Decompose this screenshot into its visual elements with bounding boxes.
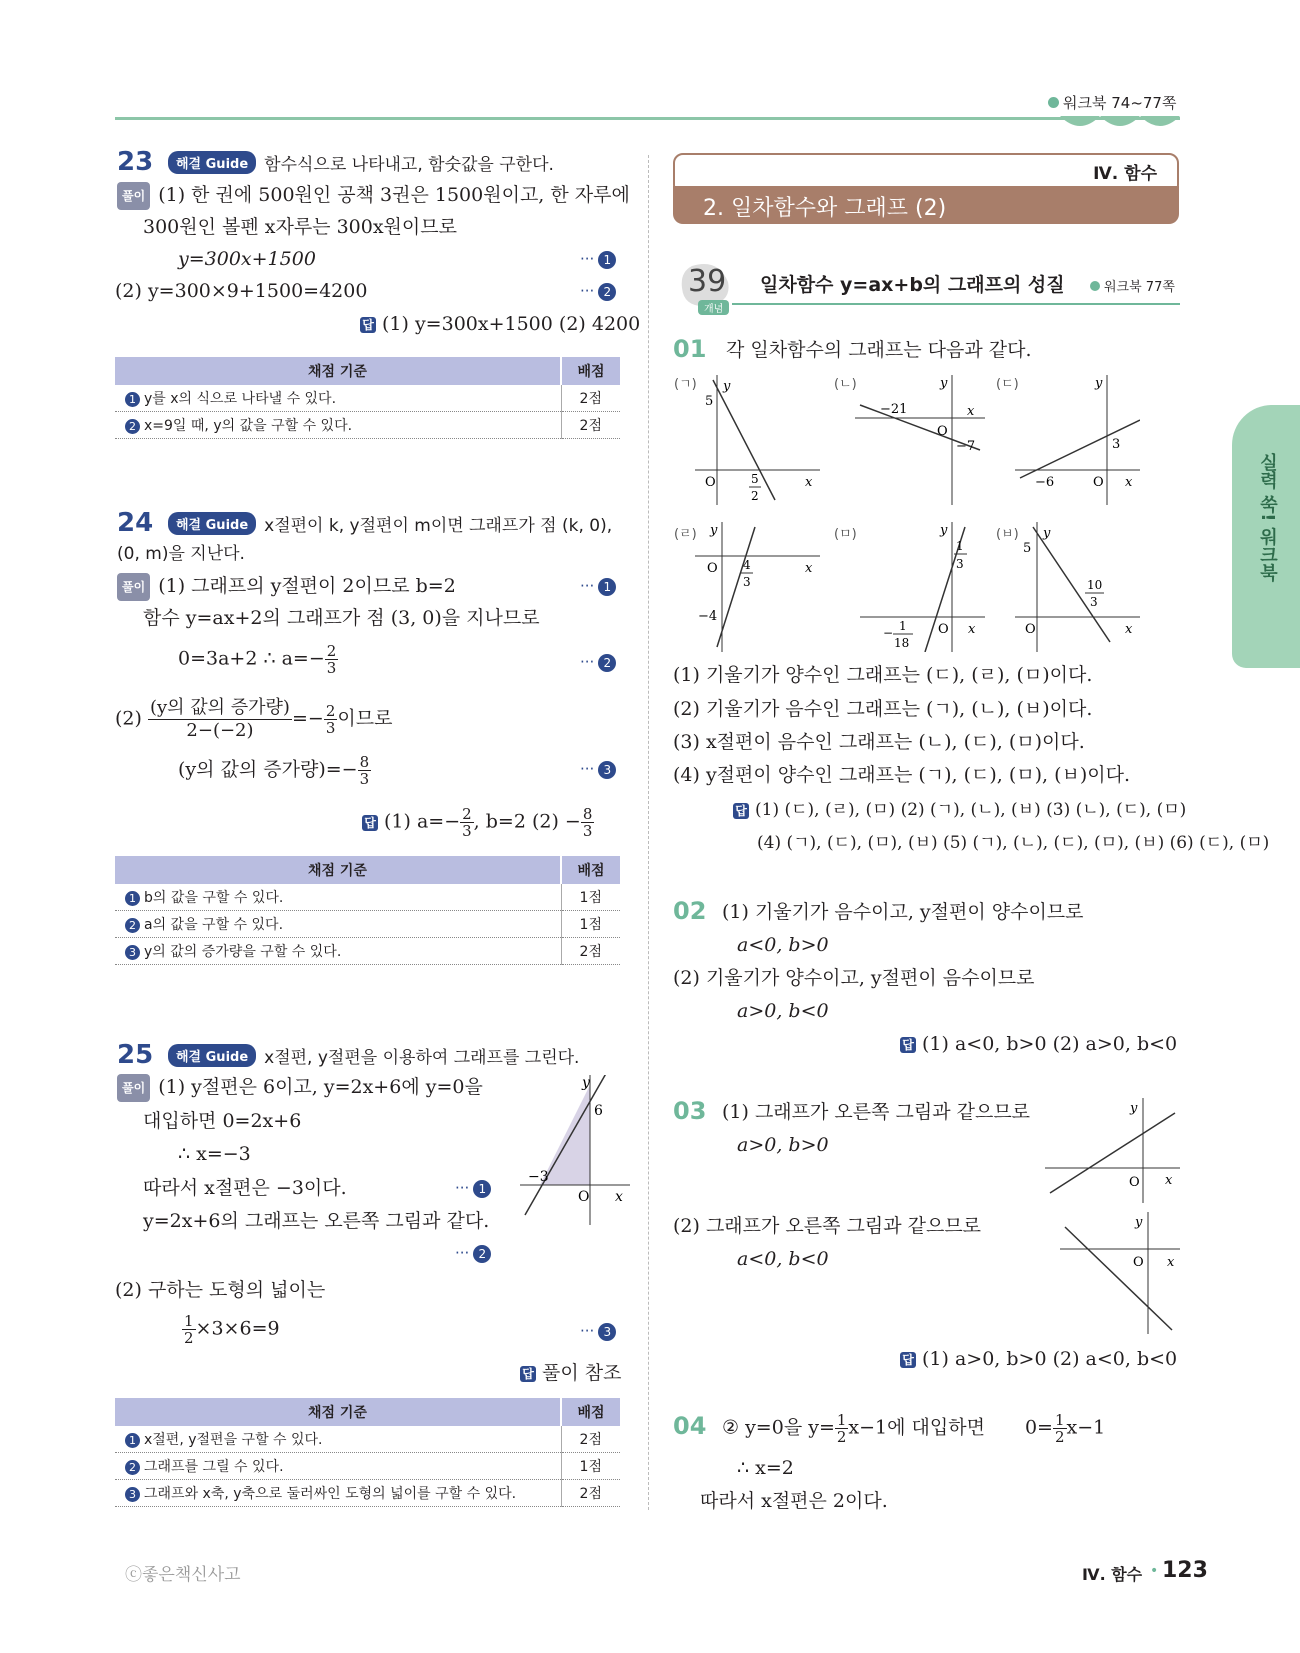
svg-text:x: x [1125, 622, 1133, 637]
side-tab: 실력 쑥! 워크북 [1232, 405, 1300, 668]
equation-line: (2) $\frac{\text{(y의 값의 증가량)}}{2-(-2)}$ =− $\frac{2}{3}$ 이므로 [115, 697, 393, 741]
svg-text:1: 1 [899, 619, 907, 633]
svg-text:x: x [805, 475, 813, 490]
svg-text:y: y [1095, 376, 1103, 391]
solution-line: 함수 y=ax+2의 그래프가 점 (3, 0)을 지나므로 [143, 607, 540, 629]
solution-line: (2) 구하는 도형의 넓이는 [115, 1279, 326, 1301]
score-mark-3: ··· 3 [580, 1322, 616, 1341]
workbook-ref: 워크북 74~77쪽 [1048, 92, 1176, 113]
guide-text: x절편이 k, y절편이 m이면 그래프가 점 (k, 0), [264, 516, 613, 536]
guide-text-2: (0, m)을 지난다. [117, 544, 245, 564]
answer-line: 답 (1) y=300x+1500 (2) 4200 [360, 311, 640, 337]
solution-line: (1) 그래프가 오른쪽 그림과 같으므로 [722, 1101, 1031, 1123]
svg-text:y: y [710, 523, 718, 538]
solution-line: 풀이 (1) 그래프의 y절편이 2이므로 b=2 [117, 573, 456, 601]
svg-text:x: x [1167, 1255, 1175, 1270]
answer-line: 답 풀이 참조 [520, 1360, 621, 1386]
answer-line: 답 (1) a>0, b>0 (2) a<0, b<0 [900, 1346, 1177, 1372]
score-mark-2: ··· 2 [580, 653, 616, 672]
solution-line: 300원인 볼펜 x자루는 300x원이므로 [143, 216, 457, 238]
question-number: 03 [673, 1097, 707, 1125]
scoring-table: 채점 기준 배점 1 b의 값을 구할 수 있다. 1점 2 a의 값을 구할 수 있다. 1점 3 y의 값의 증가량을 구할 수 있다. 2점 [115, 856, 620, 965]
equation-line: $\frac{1}{2}$ ×3×6=9 [184, 1312, 280, 1347]
score-mark-3: ··· 3 [580, 760, 616, 779]
solution-line: (2) 그래프가 오른쪽 그림과 같으므로 [673, 1215, 982, 1237]
svg-text:x: x [1125, 475, 1133, 490]
solution-line: ② y=0을 y= $\frac{1}{2}$ x−1에 대입하면 0= $\frac{1}{2}$ x−1 [722, 1411, 1106, 1446]
concept-title: 일차함수 y=ax+b의 그래프의 성질 [760, 274, 1065, 296]
solution-line: y=2x+6의 그래프는 오른쪽 그림과 같다. [143, 1210, 490, 1232]
svg-text:O: O [937, 424, 948, 439]
svg-text:y: y [723, 379, 731, 394]
svg-text:y: y [940, 376, 948, 391]
answer-line: 답 (1) (ㄷ), (ㄹ), (ㅁ) (2) (ㄱ), (ㄴ), (ㅂ) (3) (ㄴ), (ㄷ), (ㅁ) [733, 797, 1186, 823]
svg-text:y: y [940, 523, 948, 538]
equation-line: a>0, b<0 [737, 1000, 829, 1022]
svg-text:3: 3 [743, 575, 751, 589]
svg-text:O: O [1133, 1255, 1144, 1270]
solution-line: ∴ x=−3 [178, 1143, 251, 1165]
concept-rule [732, 303, 1180, 305]
solution-line: 따라서 x절편은 −3이다. [143, 1177, 347, 1199]
graph-e [855, 522, 985, 652]
copyright: ⓒ좋은책신사고 [125, 1565, 241, 1585]
graph-03-1 [1045, 1098, 1180, 1203]
statement: (2) 기울기가 음수인 그래프는 (ㄱ), (ㄴ), (ㅂ)이다. [673, 698, 1093, 720]
scoring-table: 채점 기준 배점 1 x절편, y절편을 구할 수 있다. 2점 2 그래프를 그릴 수 있다. 1점 3 그래프와 x축, y축으로 둘러싸인 도형의 넓이를 구할 수 있다. 2점 [115, 1398, 620, 1507]
section-title: 2. 일차함수와 그래프 (2) [703, 196, 947, 221]
svg-text:4: 4 [743, 558, 751, 572]
svg-text:−4: −4 [698, 609, 718, 624]
svg-text:O: O [578, 1189, 590, 1205]
svg-text:y: y [582, 1075, 590, 1091]
equation-line: a<0, b>0 [737, 934, 829, 956]
svg-text:−7: −7 [956, 439, 976, 454]
svg-text:x: x [805, 561, 813, 576]
solution-line: 풀이 (1) 한 권에 500원인 공책 3권은 1500원이고, 한 자루에 [117, 182, 630, 210]
footer-dot: • [1150, 1563, 1159, 1579]
svg-text:O: O [1129, 1175, 1140, 1190]
svg-text:5: 5 [751, 472, 759, 486]
answer-line: (4) (ㄱ), (ㄷ), (ㅁ), (ㅂ) (5) (ㄱ), (ㄴ), (ㄷ), (ㅁ), (ㅂ) (6) (ㄷ), (ㅁ) [757, 833, 1270, 853]
guide-badge: 해결 Guide [168, 151, 256, 174]
header-rule [115, 117, 1180, 120]
problem-number: 25 [117, 1040, 154, 1070]
statement: (3) x절편이 음수인 그래프는 (ㄴ), (ㄷ), (ㅁ)이다. [673, 731, 1085, 753]
svg-text:5: 5 [705, 394, 714, 409]
question-text: 각 일차함수의 그래프는 다음과 같다. [726, 339, 1032, 361]
graph-c [1015, 375, 1140, 505]
solution-line: (2) 기울기가 양수이고, y절편이 음수이므로 [673, 967, 1035, 989]
svg-text:−21: −21 [880, 402, 908, 417]
svg-text:y: y [1135, 1215, 1143, 1230]
concept-badge: 39 개념 [678, 262, 733, 310]
page-number: 123 [1162, 1558, 1208, 1583]
svg-text:x: x [615, 1189, 623, 1205]
answer-line: 답 (1) a=− $\frac{2}{3}$ , b=2 (2) − $\frac{8}{3}$ [362, 806, 594, 839]
problem-number: 24 [117, 508, 154, 538]
svg-text:O: O [707, 561, 718, 576]
svg-text:10: 10 [1087, 578, 1103, 592]
svg-text:O: O [938, 622, 949, 637]
score-mark-2: ··· 2 [455, 1244, 491, 1263]
header-waves [1060, 114, 1180, 132]
svg-text:3: 3 [1090, 595, 1098, 609]
solution-line: (1) 기울기가 음수이고, y절편이 양수이므로 [722, 901, 1084, 923]
equation-line: a<0, b<0 [737, 1248, 829, 1270]
concept-ref: 워크북 77쪽 [1090, 276, 1175, 295]
graph-d [695, 522, 820, 652]
question-number: 02 [673, 897, 707, 925]
svg-text:O: O [1093, 475, 1104, 490]
score-mark-1: ··· 1 [455, 1179, 491, 1198]
solution-line: 대입하면 0=2x+6 [143, 1110, 302, 1132]
equation-line: (y의 값의 증가량)=− $\frac{8}{3}$ [178, 753, 370, 788]
svg-text:3: 3 [956, 557, 964, 571]
score-mark-2: ··· 2 [580, 282, 616, 301]
question-number: 01 [673, 335, 707, 363]
svg-text:6: 6 [594, 1103, 603, 1119]
statement: (4) y절편이 양수인 그래프는 (ㄱ), (ㄷ), (ㅁ), (ㅂ)이다. [673, 764, 1131, 786]
chapter-label: Ⅳ. 함수 [1093, 164, 1157, 184]
svg-text:18: 18 [894, 636, 910, 650]
equation-line: y=300x+1500 [178, 248, 316, 270]
svg-text:−6: −6 [1035, 475, 1055, 490]
equation-line: a>0, b>0 [737, 1134, 829, 1156]
svg-text:x: x [968, 622, 976, 637]
guide-row: 해결 Guide x절편, y절편을 이용하여 그래프를 그린다. [168, 1043, 579, 1068]
guide-badge: 해결 Guide [168, 512, 256, 535]
solution-line: 풀이 (1) y절편은 6이고, y=2x+6에 y=0을 [117, 1074, 483, 1102]
guide-row [168, 511, 612, 536]
svg-text:y: y [1130, 1101, 1138, 1116]
section-title-bar [673, 186, 1179, 224]
svg-text:3: 3 [1112, 437, 1121, 452]
footer-chapter: Ⅳ. 함수 [1082, 1565, 1143, 1584]
svg-text:−: − [883, 626, 894, 640]
column-divider [648, 155, 649, 1510]
solution-line: 따라서 x절편은 2이다. [700, 1490, 888, 1512]
svg-text:5: 5 [1023, 541, 1032, 556]
solution-badge: 풀이 [117, 182, 150, 210]
answer-badge: 답 [360, 317, 376, 333]
svg-text:O: O [1025, 622, 1036, 637]
guide-row [168, 150, 554, 175]
answer-line: 답 (1) a<0, b>0 (2) a>0, b<0 [900, 1031, 1177, 1057]
svg-text:x: x [967, 404, 975, 419]
graph-b [855, 375, 985, 505]
graph-f [1015, 522, 1140, 652]
guide-text: 함수식으로 나타내고, 함숫값을 구한다. [264, 155, 554, 175]
svg-text:−3: −3 [528, 1169, 549, 1185]
graph-25 [520, 1075, 630, 1225]
scoring-table: 채점 기준 배점 1 y를 x의 식으로 나타낼 수 있다. 2점 2 x=9일 때, y의 값을 구할 수 있다. 2점 [115, 357, 620, 439]
graph-03-2 [1060, 1212, 1180, 1334]
statement: (1) 기울기가 양수인 그래프는 (ㄷ), (ㄹ), (ㅁ)이다. [673, 664, 1093, 686]
svg-text:O: O [705, 475, 716, 490]
question-number: 04 [673, 1412, 707, 1440]
problem-number: 23 [117, 147, 154, 177]
svg-text:x: x [1165, 1173, 1173, 1188]
score-mark-1: ··· 1 [580, 577, 616, 596]
graph-a [695, 375, 820, 505]
solution-line: ∴ x=2 [737, 1457, 794, 1479]
svg-text:1: 1 [956, 539, 964, 553]
score-mark-1: ··· 1 [580, 250, 616, 269]
svg-text:2: 2 [751, 489, 759, 503]
svg-text:y: y [1043, 526, 1051, 541]
solution-line: (2) y=300×9+1500=4200 [115, 280, 368, 302]
equation-line: 0=3a+2 ∴ a=− $\frac{2}{3}$ [178, 642, 337, 677]
